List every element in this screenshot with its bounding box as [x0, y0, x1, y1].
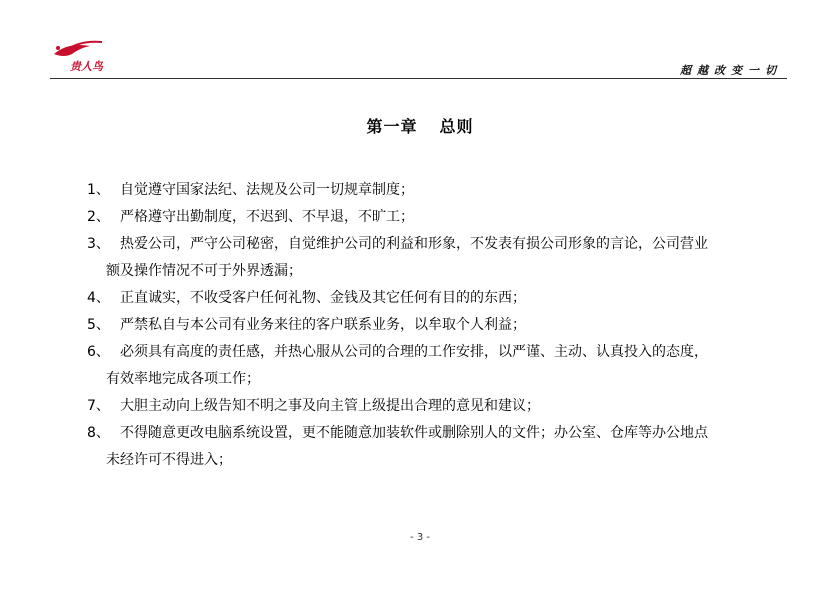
- list-item-text: 自觉遵守国家法纪、法规及公司一切规章制度；: [120, 182, 414, 198]
- chapter-number: 第一章: [366, 117, 418, 136]
- list-item: [87, 393, 787, 420]
- rules-list: [87, 177, 787, 474]
- list-item: [87, 420, 787, 474]
- list-item: [87, 204, 787, 231]
- list-item: [87, 339, 787, 393]
- page-header: [50, 38, 788, 80]
- list-item-text-continued: 未经许可不得进入；: [106, 452, 232, 468]
- list-item-number: 5、: [87, 317, 110, 333]
- chapter-title: [0, 114, 840, 137]
- list-item-number: 4、: [87, 290, 110, 306]
- list-item: [87, 312, 787, 339]
- page-number: - 3 -: [410, 532, 430, 543]
- list-item: [87, 285, 787, 312]
- list-item-text: 严禁私自与本公司有业务来往的客户联系业务，以牟取个人利益；: [120, 317, 526, 333]
- chapter-name: 总则: [439, 117, 474, 136]
- list-item-number: 3、: [87, 236, 110, 252]
- list-item-number: 1、: [87, 182, 110, 198]
- list-item-number: 2、: [87, 209, 110, 225]
- logo-text: 贵人鸟: [70, 60, 103, 73]
- list-item-text: 热爱公司，严守公司秘密，自觉维护公司的利益和形象，不发表有损公司形象的言论，公司营业: [120, 236, 708, 252]
- list-item-text: 严格遵守出勤制度，不迟到、不早退，不旷工；: [120, 209, 414, 225]
- list-item-text: 必须具有高度的责任感，并热心服从公司的合理的工作安排，以严谨、主动、认真投入的态度，: [120, 344, 708, 360]
- list-item-text-continued: 有效率地完成各项工作；: [106, 371, 260, 387]
- company-logo: [50, 40, 120, 74]
- list-item-text-continued: 额及操作情况不可于外界透漏；: [106, 263, 302, 279]
- list-item-number: 8、: [87, 425, 110, 441]
- header-divider: [50, 78, 787, 79]
- list-item: [87, 177, 787, 204]
- header-slogan: 超越改变一切: [680, 64, 782, 77]
- list-item-number: 7、: [87, 398, 110, 414]
- list-item-text: 正直诚实，不收受客户任何礼物、金钱及其它任何有目的的东西；: [120, 290, 526, 306]
- list-item-text: 大胆主动向上级告知不明之事及向主管上级提出合理的意见和建议；: [120, 398, 540, 414]
- list-item: [87, 231, 787, 285]
- list-item-number: 6、: [87, 344, 110, 360]
- list-item-text: 不得随意更改电脑系统设置，更不能随意加装软件或删除别人的文件；办公室、仓库等办公地点: [120, 425, 708, 441]
